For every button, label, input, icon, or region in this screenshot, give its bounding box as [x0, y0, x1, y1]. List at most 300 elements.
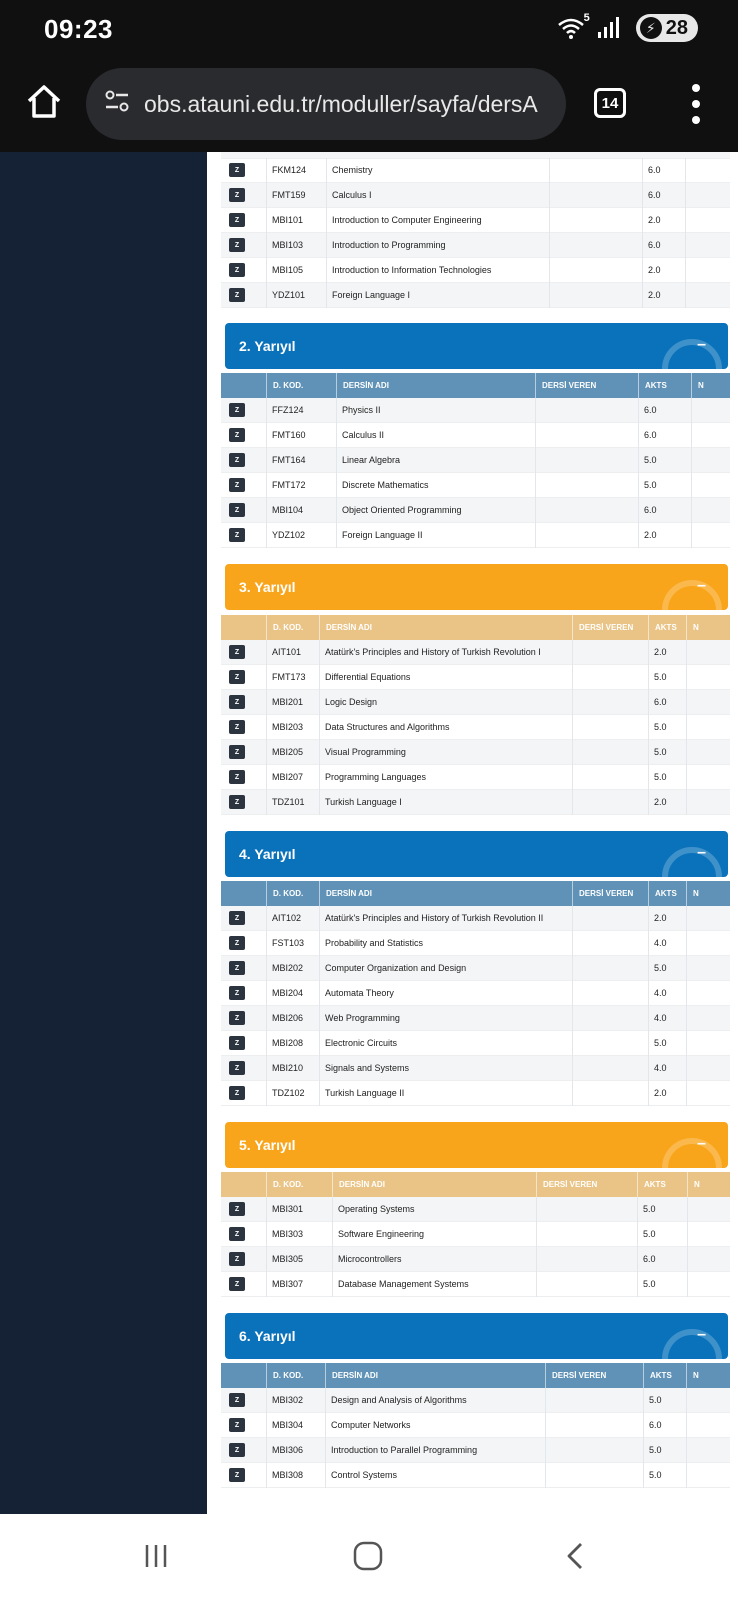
course-n: [686, 740, 709, 765]
course-teacher: [549, 233, 642, 258]
course-n: [686, 931, 709, 956]
course-row[interactable]: [221, 1247, 730, 1272]
compulsory-badge: Z: [229, 238, 245, 252]
course-row[interactable]: [221, 448, 730, 473]
course-name[interactable]: Turkish Language II: [319, 1081, 572, 1106]
course-row[interactable]: [221, 1388, 730, 1413]
course-row[interactable]: [221, 790, 730, 815]
header-type: [221, 1172, 266, 1197]
course-name[interactable]: Automata Theory: [319, 981, 572, 1006]
course-row[interactable]: [221, 523, 730, 548]
header-name: DERSİN ADI: [332, 1172, 536, 1197]
course-n: [685, 158, 708, 183]
header-decoration: [662, 847, 722, 877]
course-row[interactable]: [221, 1222, 730, 1247]
header-teacher: DERSİ VEREN: [545, 1363, 643, 1388]
compulsory-badge: Z: [229, 670, 245, 684]
course-row[interactable]: [221, 931, 730, 956]
course-name[interactable]: Signals and Systems: [319, 1056, 572, 1081]
header-akts: AKTS: [648, 881, 686, 906]
course-name[interactable]: Calculus II: [336, 423, 535, 448]
course-name[interactable]: Web Programming: [319, 1006, 572, 1031]
compulsory-badge: Z: [229, 263, 245, 277]
course-row[interactable]: [221, 158, 730, 183]
course-code: FFZ124: [266, 398, 336, 423]
course-name[interactable]: Introduction to Computer Engineering: [326, 208, 549, 233]
table-header-row: [221, 881, 730, 906]
header-teacher: DERSİ VEREN: [572, 615, 648, 640]
course-type-cell: [221, 690, 266, 715]
charging-bolt-icon: ⚡: [640, 17, 662, 39]
course-name[interactable]: Chemistry: [326, 158, 549, 183]
header-n: N: [686, 615, 709, 640]
course-type-cell: [221, 258, 266, 283]
semester-title: 5. Yarıyıl: [239, 1137, 296, 1153]
course-name[interactable]: Microcontrollers: [332, 1247, 536, 1272]
web-page: [0, 152, 738, 1514]
course-name[interactable]: Turkish Language I: [319, 790, 572, 815]
collapse-icon[interactable]: –: [697, 844, 706, 861]
course-akts: 6.0: [638, 398, 691, 423]
course-row[interactable]: [221, 498, 730, 523]
course-type-cell: [221, 715, 266, 740]
compulsory-badge: Z: [229, 1468, 245, 1482]
course-code: MBI105: [266, 258, 326, 283]
course-type-cell: [221, 665, 266, 690]
course-akts: 5.0: [637, 1222, 687, 1247]
course-teacher: [549, 258, 642, 283]
compulsory-badge: Z: [229, 428, 245, 442]
course-row[interactable]: [221, 1197, 730, 1222]
course-n: [687, 1197, 710, 1222]
course-row[interactable]: [221, 398, 730, 423]
course-name[interactable]: Differential Equations: [319, 665, 572, 690]
course-name[interactable]: Linear Algebra: [336, 448, 535, 473]
course-row[interactable]: [221, 640, 730, 665]
course-code: FMT173: [266, 665, 319, 690]
course-akts: 6.0: [648, 690, 686, 715]
course-type-cell: [221, 640, 266, 665]
network-type-label: 5: [583, 12, 590, 24]
course-name[interactable]: Atatürk's Principles and History of Turkish Revolution I: [319, 640, 572, 665]
compulsory-badge: Z: [229, 1443, 245, 1457]
course-teacher: [535, 523, 638, 548]
compulsory-badge: Z: [229, 770, 245, 784]
course-n: [685, 183, 708, 208]
course-code: MBI204: [266, 981, 319, 1006]
compulsory-badge: Z: [229, 288, 245, 302]
course-akts: 5.0: [638, 448, 691, 473]
header-name: DERSİN ADI: [336, 373, 535, 398]
course-row[interactable]: [221, 956, 730, 981]
course-type-cell: [221, 956, 266, 981]
compulsory-badge: Z: [229, 163, 245, 177]
header-decoration: [662, 1329, 722, 1359]
semester-title: 4. Yarıyıl: [239, 846, 296, 862]
compulsory-badge: Z: [229, 188, 245, 202]
course-type-cell: [221, 473, 266, 498]
compulsory-badge: Z: [229, 453, 245, 467]
header-teacher: DERSİ VEREN: [572, 881, 648, 906]
course-row[interactable]: [221, 1463, 730, 1488]
course-teacher: [572, 665, 648, 690]
course-name[interactable]: Atatürk's Principles and History of Turkish Revolution II: [319, 906, 572, 931]
course-row[interactable]: [221, 258, 730, 283]
course-row[interactable]: [221, 715, 730, 740]
header-code: D. KOD.: [266, 881, 319, 906]
course-code: MBI207: [266, 765, 319, 790]
course-akts: 5.0: [637, 1197, 687, 1222]
course-type-cell: [221, 448, 266, 473]
table-header-row: [221, 615, 730, 640]
course-n: [687, 1247, 710, 1272]
compulsory-badge: Z: [229, 795, 245, 809]
course-name[interactable]: Introduction to Parallel Programming: [325, 1438, 545, 1463]
course-name[interactable]: Design and Analysis of Algorithms: [325, 1388, 545, 1413]
course-n: [686, 715, 709, 740]
course-akts: 6.0: [643, 1413, 686, 1438]
course-akts: 6.0: [642, 233, 685, 258]
course-n: [686, 1413, 709, 1438]
course-teacher: [536, 1247, 637, 1272]
semester-header[interactable]: [225, 831, 728, 877]
course-teacher: [536, 1197, 637, 1222]
compulsory-badge: Z: [229, 961, 245, 975]
course-teacher: [572, 790, 648, 815]
semester-title: 3. Yarıyıl: [239, 579, 296, 595]
header-decoration: [662, 339, 722, 369]
compulsory-badge: Z: [229, 1277, 245, 1291]
course-name[interactable]: Object Oriented Programming: [336, 498, 535, 523]
compulsory-badge: Z: [229, 720, 245, 734]
course-type-cell: [221, 208, 266, 233]
course-row[interactable]: [221, 208, 730, 233]
wifi-icon: [556, 12, 590, 42]
course-teacher: [536, 1272, 637, 1297]
course-teacher: [535, 448, 638, 473]
course-akts: 5.0: [648, 715, 686, 740]
course-type-cell: [221, 1388, 266, 1413]
course-code: FMT172: [266, 473, 336, 498]
course-code: MBI303: [266, 1222, 332, 1247]
course-name[interactable]: Discrete Mathematics: [336, 473, 535, 498]
course-name[interactable]: Calculus I: [326, 183, 549, 208]
course-code: MBI308: [266, 1463, 325, 1488]
compulsory-badge: Z: [229, 986, 245, 1000]
course-row[interactable]: [221, 473, 730, 498]
collapse-icon[interactable]: –: [697, 577, 706, 594]
course-akts: 5.0: [648, 765, 686, 790]
course-akts: 5.0: [637, 1272, 687, 1297]
more-options-icon[interactable]: [684, 84, 708, 124]
header-akts: AKTS: [638, 373, 691, 398]
course-row[interactable]: [221, 1413, 730, 1438]
header-code: D. KOD.: [266, 1363, 325, 1388]
course-row[interactable]: [221, 1081, 730, 1106]
course-akts: 2.0: [648, 640, 686, 665]
course-name[interactable]: Visual Programming: [319, 740, 572, 765]
course-n: [685, 233, 708, 258]
header-type: [221, 1363, 266, 1388]
course-teacher: [572, 640, 648, 665]
course-n: [686, 1463, 709, 1488]
course-row[interactable]: [221, 1006, 730, 1031]
course-type-cell: [221, 740, 266, 765]
course-n: [686, 981, 709, 1006]
course-row[interactable]: [221, 740, 730, 765]
header-type: [221, 373, 266, 398]
course-code: MBI104: [266, 498, 336, 523]
course-teacher: [572, 931, 648, 956]
course-akts: 5.0: [648, 665, 686, 690]
course-teacher: [572, 765, 648, 790]
course-n: [687, 1272, 710, 1297]
course-akts: 5.0: [643, 1463, 686, 1488]
semester-header[interactable]: [225, 323, 728, 369]
home-button-icon[interactable]: [348, 1536, 388, 1576]
course-n: [686, 1388, 709, 1413]
clock: 09:23: [44, 14, 113, 44]
header-name: DERSİN ADI: [325, 1363, 545, 1388]
course-name[interactable]: Operating Systems: [332, 1197, 536, 1222]
course-type-cell: [221, 1081, 266, 1106]
course-name[interactable]: Data Structures and Algorithms: [319, 715, 572, 740]
course-row[interactable]: [221, 690, 730, 715]
signal-icon: [596, 14, 626, 42]
course-akts: 2.0: [638, 523, 691, 548]
tab-switcher-button[interactable]: 14: [594, 88, 626, 118]
course-n: [691, 398, 714, 423]
course-teacher: [572, 1056, 648, 1081]
course-teacher: [572, 956, 648, 981]
course-row[interactable]: [221, 906, 730, 931]
course-type-cell: [221, 423, 266, 448]
course-row[interactable]: [221, 1031, 730, 1056]
course-type-cell: [221, 1031, 266, 1056]
course-name[interactable]: Physics II: [336, 398, 535, 423]
course-name[interactable]: Introduction to Information Technologies: [326, 258, 549, 283]
course-akts: 2.0: [648, 790, 686, 815]
course-teacher: [572, 715, 648, 740]
home-icon[interactable]: [24, 82, 64, 122]
course-type-cell: [221, 1463, 266, 1488]
course-teacher: [549, 283, 642, 308]
course-teacher: [536, 1222, 637, 1247]
course-type-cell: [221, 233, 266, 258]
course-row[interactable]: [221, 665, 730, 690]
course-akts: 5.0: [638, 473, 691, 498]
browser-toolbar: [0, 60, 738, 152]
course-type-cell: [221, 1006, 266, 1031]
course-name[interactable]: Introduction to Programming: [326, 233, 549, 258]
course-code: FST103: [266, 931, 319, 956]
course-code: MBI305: [266, 1247, 332, 1272]
compulsory-badge: Z: [229, 695, 245, 709]
course-type-cell: [221, 158, 266, 183]
course-n: [686, 640, 709, 665]
compulsory-badge: Z: [229, 936, 245, 950]
course-type-cell: [221, 1222, 266, 1247]
course-name[interactable]: Software Engineering: [332, 1222, 536, 1247]
course-code: AIT101: [266, 640, 319, 665]
header-n: N: [686, 1363, 709, 1388]
table-header-row: [221, 1363, 730, 1388]
course-akts: 4.0: [648, 1006, 686, 1031]
system-navigation-bar: [0, 1514, 738, 1600]
course-n: [685, 208, 708, 233]
course-code: MBI302: [266, 1388, 325, 1413]
course-name[interactable]: Logic Design: [319, 690, 572, 715]
course-code: MBI202: [266, 956, 319, 981]
course-code: MBI307: [266, 1272, 332, 1297]
course-code: MBI103: [266, 233, 326, 258]
course-name[interactable]: Computer Networks: [325, 1413, 545, 1438]
course-name[interactable]: Database Management Systems: [332, 1272, 536, 1297]
header-code: D. KOD.: [266, 615, 319, 640]
url-text[interactable]: obs.atauni.edu.tr/moduller/sayfa/dersA: [144, 90, 538, 117]
course-row[interactable]: [221, 233, 730, 258]
course-code: MBI203: [266, 715, 319, 740]
course-teacher: [545, 1388, 643, 1413]
address-bar[interactable]: [86, 68, 566, 140]
header-akts: AKTS: [643, 1363, 686, 1388]
course-type-cell: [221, 906, 266, 931]
course-code: AIT102: [266, 906, 319, 931]
course-name[interactable]: Computer Organization and Design: [319, 956, 572, 981]
status-icons: [556, 14, 698, 42]
course-type-cell: [221, 1056, 266, 1081]
course-name[interactable]: Electronic Circuits: [319, 1031, 572, 1056]
compulsory-badge: Z: [229, 503, 245, 517]
course-teacher: [535, 423, 638, 448]
compulsory-badge: Z: [229, 911, 245, 925]
semester-title: 6. Yarıyıl: [239, 1328, 296, 1344]
course-type-cell: [221, 1272, 266, 1297]
course-row[interactable]: [221, 1438, 730, 1463]
course-n: [686, 690, 709, 715]
header-akts: AKTS: [648, 615, 686, 640]
collapse-icon[interactable]: –: [697, 1135, 706, 1152]
compulsory-badge: Z: [229, 1202, 245, 1216]
compulsory-badge: Z: [229, 1036, 245, 1050]
header-n: N: [691, 373, 714, 398]
compulsory-badge: Z: [229, 745, 245, 759]
course-akts: 6.0: [642, 158, 685, 183]
course-row[interactable]: [221, 981, 730, 1006]
course-name[interactable]: Foreign Language I: [326, 283, 549, 308]
compulsory-badge: Z: [229, 1227, 245, 1241]
course-name[interactable]: Programming Languages: [319, 765, 572, 790]
collapse-icon[interactable]: –: [697, 1326, 706, 1343]
compulsory-badge: Z: [229, 645, 245, 659]
course-n: [691, 498, 714, 523]
header-name: DERSİN ADI: [319, 615, 572, 640]
course-row[interactable]: [221, 183, 730, 208]
semester-header[interactable]: [225, 564, 728, 610]
course-n: [691, 473, 714, 498]
course-code: MBI201: [266, 690, 319, 715]
course-teacher: [549, 183, 642, 208]
course-n: [686, 1006, 709, 1031]
header-akts: AKTS: [637, 1172, 687, 1197]
site-settings-icon[interactable]: [104, 88, 130, 120]
course-akts: 4.0: [648, 1056, 686, 1081]
course-type-cell: [221, 498, 266, 523]
course-teacher: [549, 158, 642, 183]
course-name[interactable]: Probability and Statistics: [319, 931, 572, 956]
compulsory-badge: Z: [229, 528, 245, 542]
course-type-cell: [221, 523, 266, 548]
course-akts: 2.0: [642, 283, 685, 308]
course-name[interactable]: Control Systems: [325, 1463, 545, 1488]
course-n: [686, 906, 709, 931]
course-code: MBI206: [266, 1006, 319, 1031]
semester-header[interactable]: [225, 1313, 728, 1359]
course-row[interactable]: [221, 1272, 730, 1297]
compulsory-badge: Z: [229, 478, 245, 492]
course-row[interactable]: [221, 423, 730, 448]
course-akts: 5.0: [648, 740, 686, 765]
course-type-cell: [221, 183, 266, 208]
header-teacher: DERSİ VEREN: [536, 1172, 637, 1197]
course-n: [686, 956, 709, 981]
course-type-cell: [221, 931, 266, 956]
collapse-icon[interactable]: –: [697, 336, 706, 353]
course-name[interactable]: Foreign Language II: [336, 523, 535, 548]
back-icon[interactable]: [556, 1536, 596, 1576]
course-teacher: [545, 1413, 643, 1438]
recent-apps-icon[interactable]: [136, 1536, 176, 1576]
course-teacher: [572, 1006, 648, 1031]
course-code: FMT164: [266, 448, 336, 473]
course-n: [685, 258, 708, 283]
course-teacher: [572, 1081, 648, 1106]
compulsory-badge: Z: [229, 1061, 245, 1075]
compulsory-badge: Z: [229, 403, 245, 417]
course-akts: 5.0: [643, 1438, 686, 1463]
course-list-content: [207, 152, 738, 1514]
course-code: MBI301: [266, 1197, 332, 1222]
sidebar: [0, 152, 207, 1514]
course-code: MBI101: [266, 208, 326, 233]
course-teacher: [572, 906, 648, 931]
battery-indicator: [636, 14, 698, 42]
course-type-cell: [221, 981, 266, 1006]
course-teacher: [535, 498, 638, 523]
course-type-cell: [221, 1197, 266, 1222]
course-code: FMT160: [266, 423, 336, 448]
header-n: N: [686, 881, 709, 906]
semester-header[interactable]: [225, 1122, 728, 1168]
course-teacher: [572, 690, 648, 715]
course-row[interactable]: [221, 765, 730, 790]
header-decoration: [662, 1138, 722, 1168]
header-teacher: DERSİ VEREN: [535, 373, 638, 398]
course-n: [686, 1031, 709, 1056]
compulsory-badge: Z: [229, 1393, 245, 1407]
course-akts: 2.0: [648, 1081, 686, 1106]
course-n: [685, 283, 708, 308]
course-row[interactable]: [221, 1056, 730, 1081]
battery-level: 28: [665, 16, 688, 39]
compulsory-badge: Z: [229, 1011, 245, 1025]
course-row[interactable]: [221, 283, 730, 308]
course-akts: 6.0: [642, 183, 685, 208]
header-n: N: [687, 1172, 710, 1197]
table-header-row: [221, 373, 730, 398]
course-akts: 6.0: [637, 1247, 687, 1272]
course-type-cell: [221, 1438, 266, 1463]
